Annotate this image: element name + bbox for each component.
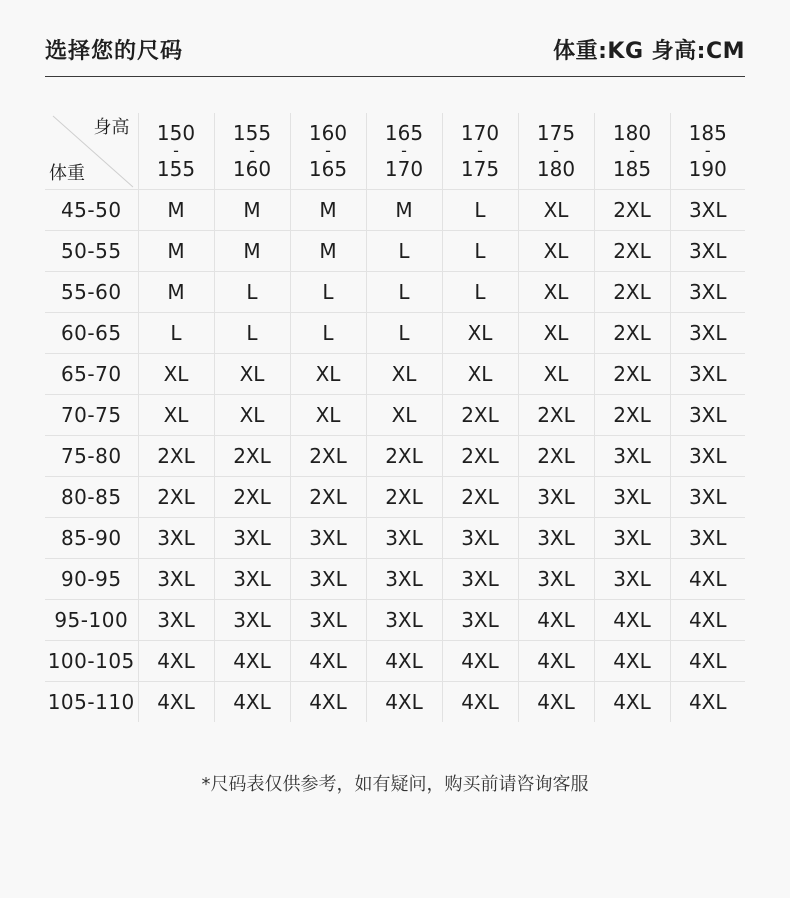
table-row xyxy=(45,313,745,354)
range-separator: - xyxy=(553,141,559,160)
table-row xyxy=(45,559,745,600)
size-cell: 2XL xyxy=(594,395,670,436)
size-cell: 4XL xyxy=(594,600,670,641)
height-range-to: 170 xyxy=(384,157,424,181)
size-cell: XL xyxy=(442,354,518,395)
size-cell: L xyxy=(214,272,290,313)
height-range-from: 150 xyxy=(156,121,196,145)
size-cell: L xyxy=(290,313,366,354)
height-range-from: 170 xyxy=(460,121,500,145)
size-cell: 2XL xyxy=(594,231,670,272)
size-cell: 3XL xyxy=(518,559,594,600)
size-cell: 3XL xyxy=(670,436,745,477)
size-cell: 4XL xyxy=(366,682,442,723)
size-cell: 4XL xyxy=(290,641,366,682)
size-cell: 2XL xyxy=(518,395,594,436)
size-cell: 4XL xyxy=(518,600,594,641)
weight-range-label: 90-95 xyxy=(45,559,138,600)
size-cell: 3XL xyxy=(670,231,745,272)
size-cell: 2XL xyxy=(214,436,290,477)
size-cell: L xyxy=(366,313,442,354)
size-cell: 2XL xyxy=(594,313,670,354)
size-cell: 4XL xyxy=(214,641,290,682)
size-cell: 3XL xyxy=(518,518,594,559)
size-cell: 3XL xyxy=(442,559,518,600)
height-range-from: 180 xyxy=(612,121,652,145)
size-cell: 2XL xyxy=(594,354,670,395)
size-cell: XL xyxy=(214,395,290,436)
weight-range-label: 50-55 xyxy=(45,231,138,272)
size-cell: 3XL xyxy=(670,313,745,354)
height-range-to: 155 xyxy=(156,157,196,181)
table-row xyxy=(45,231,745,272)
size-cell: L xyxy=(138,313,214,354)
corner-cell xyxy=(45,113,138,190)
size-cell: L xyxy=(442,190,518,231)
header-row xyxy=(45,113,745,190)
size-cell: 2XL xyxy=(442,436,518,477)
height-axis-label: 身高 xyxy=(93,117,130,138)
size-cell: 3XL xyxy=(670,518,745,559)
weight-range-label: 65-70 xyxy=(45,354,138,395)
height-column-header xyxy=(138,113,214,190)
size-cell: M xyxy=(138,231,214,272)
size-cell: 4XL xyxy=(518,682,594,723)
size-cell: 3XL xyxy=(290,518,366,559)
size-cell: 3XL xyxy=(290,559,366,600)
size-cell: 4XL xyxy=(442,682,518,723)
page-header xyxy=(45,30,745,77)
range-separator: - xyxy=(173,141,179,160)
size-cell: 4XL xyxy=(366,641,442,682)
height-range-to: 190 xyxy=(688,157,727,181)
range-separator: - xyxy=(704,141,711,160)
size-cell: L xyxy=(442,231,518,272)
disclaimer-note: *尺码表仅供参考，如有疑问，购买前请咨询客服 xyxy=(201,774,589,795)
page-title: 选择您的尺码 xyxy=(45,39,184,64)
range-separator: - xyxy=(629,141,635,160)
weight-range-label: 95-100 xyxy=(45,600,138,641)
weight-range-label: 80-85 xyxy=(45,477,138,518)
weight-range-label: 105-110 xyxy=(47,690,135,714)
size-cell: M xyxy=(138,190,214,231)
size-cell: 2XL xyxy=(366,436,442,477)
size-cell: 3XL xyxy=(442,518,518,559)
size-cell: 3XL xyxy=(442,600,518,641)
size-cell: L xyxy=(366,231,442,272)
height-range-from: 185 xyxy=(688,121,727,145)
size-cell: M xyxy=(366,190,442,231)
size-cell: 2XL xyxy=(138,477,214,518)
size-cell: 3XL xyxy=(670,395,745,436)
weight-axis-label: 体重 xyxy=(49,163,85,184)
height-range-to: 165 xyxy=(308,157,348,181)
size-cell: XL xyxy=(518,231,594,272)
height-column-header xyxy=(366,113,442,190)
size-cell: 3XL xyxy=(138,559,214,600)
height-range-from: 175 xyxy=(536,121,576,145)
table-row xyxy=(45,190,745,231)
size-cell: M xyxy=(290,190,366,231)
size-cell: 4XL xyxy=(138,682,214,723)
size-cell: XL xyxy=(518,272,594,313)
size-cell: 2XL xyxy=(138,436,214,477)
size-cell: XL xyxy=(366,354,442,395)
size-cell: 3XL xyxy=(670,354,745,395)
weight-range-label: 85-90 xyxy=(45,518,138,559)
size-cell: 3XL xyxy=(138,600,214,641)
size-cell: 3XL xyxy=(670,272,745,313)
size-cell: 4XL xyxy=(138,641,214,682)
size-cell: 3XL xyxy=(594,559,670,600)
table-row xyxy=(45,641,745,682)
size-cell: XL xyxy=(518,354,594,395)
weight-range-label: 100-105 xyxy=(45,641,138,682)
size-cell: XL xyxy=(518,190,594,231)
size-cell: 3XL xyxy=(366,559,442,600)
table-row xyxy=(45,600,745,641)
size-cell: 2XL xyxy=(594,190,670,231)
size-cell: 4XL xyxy=(290,682,366,723)
size-cell: 4XL xyxy=(214,682,290,723)
size-cell: M xyxy=(214,190,290,231)
size-cell: L xyxy=(214,313,290,354)
table-row xyxy=(45,682,745,723)
table-row xyxy=(45,354,745,395)
size-cell: 3XL xyxy=(594,518,670,559)
height-column-header xyxy=(518,113,594,190)
size-cell: 2XL xyxy=(594,272,670,313)
range-separator: - xyxy=(325,141,331,160)
height-column-header xyxy=(594,113,670,190)
height-range-from: 160 xyxy=(308,121,348,145)
size-cell: L xyxy=(290,272,366,313)
size-cell: XL xyxy=(518,313,594,354)
size-cell: 4XL xyxy=(670,600,745,641)
size-cell: 4XL xyxy=(594,682,670,723)
size-cell: 3XL xyxy=(670,190,745,231)
size-cell: XL xyxy=(290,354,366,395)
size-cell: 3XL xyxy=(594,436,670,477)
table-row xyxy=(45,518,745,559)
height-range-from: 155 xyxy=(232,121,272,145)
size-cell: 3XL xyxy=(518,477,594,518)
size-cell: 2XL xyxy=(442,477,518,518)
height-column-header xyxy=(214,113,290,190)
size-cell: 2XL xyxy=(290,477,366,518)
size-cell: 2XL xyxy=(214,477,290,518)
size-cell: 4XL xyxy=(670,682,745,723)
height-column-header xyxy=(442,113,518,190)
size-cell: 4XL xyxy=(442,641,518,682)
size-cell: XL xyxy=(138,354,214,395)
size-cell: M xyxy=(214,231,290,272)
size-cell: 3XL xyxy=(290,600,366,641)
range-separator: - xyxy=(401,141,407,160)
size-cell: XL xyxy=(138,395,214,436)
size-cell: M xyxy=(290,231,366,272)
height-range-to: 175 xyxy=(460,157,500,181)
size-cell: M xyxy=(138,272,214,313)
size-cell: XL xyxy=(290,395,366,436)
size-cell: 3XL xyxy=(138,518,214,559)
height-column-header xyxy=(290,113,366,190)
size-cell: 2XL xyxy=(290,436,366,477)
height-range-to: 185 xyxy=(612,157,652,181)
size-cell: 4XL xyxy=(594,641,670,682)
weight-range-label: 70-75 xyxy=(45,395,138,436)
size-cell: 3XL xyxy=(670,477,745,518)
size-cell: 3XL xyxy=(366,600,442,641)
height-range-to: 180 xyxy=(536,157,576,181)
height-range-from: 165 xyxy=(384,121,424,145)
size-cell: 2XL xyxy=(366,477,442,518)
size-cell: XL xyxy=(214,354,290,395)
size-cell: 2XL xyxy=(442,395,518,436)
size-chart-table xyxy=(45,113,745,722)
size-cell: 2XL xyxy=(518,436,594,477)
weight-range-label: 75-80 xyxy=(45,436,138,477)
weight-range-label: 55-60 xyxy=(45,272,138,313)
units-label: 体重:KG 身高:CM xyxy=(553,39,745,64)
size-cell: 3XL xyxy=(366,518,442,559)
table-row xyxy=(45,477,745,518)
size-cell: 4XL xyxy=(670,559,745,600)
size-cell: 3XL xyxy=(214,559,290,600)
size-cell: 4XL xyxy=(518,641,594,682)
range-separator: - xyxy=(249,141,255,160)
height-column-header xyxy=(670,113,745,190)
size-cell: 3XL xyxy=(214,518,290,559)
weight-range-label: 45-50 xyxy=(45,190,138,231)
size-cell: 4XL xyxy=(670,641,745,682)
size-cell: XL xyxy=(366,395,442,436)
size-cell: L xyxy=(366,272,442,313)
size-cell: XL xyxy=(442,313,518,354)
table-row xyxy=(45,395,745,436)
size-cell: 3XL xyxy=(594,477,670,518)
table-row xyxy=(45,436,745,477)
weight-range-label: 60-65 xyxy=(45,313,138,354)
size-cell: L xyxy=(442,272,518,313)
size-cell: 3XL xyxy=(214,600,290,641)
table-row xyxy=(45,272,745,313)
range-separator: - xyxy=(477,141,483,160)
height-range-to: 160 xyxy=(232,157,272,181)
